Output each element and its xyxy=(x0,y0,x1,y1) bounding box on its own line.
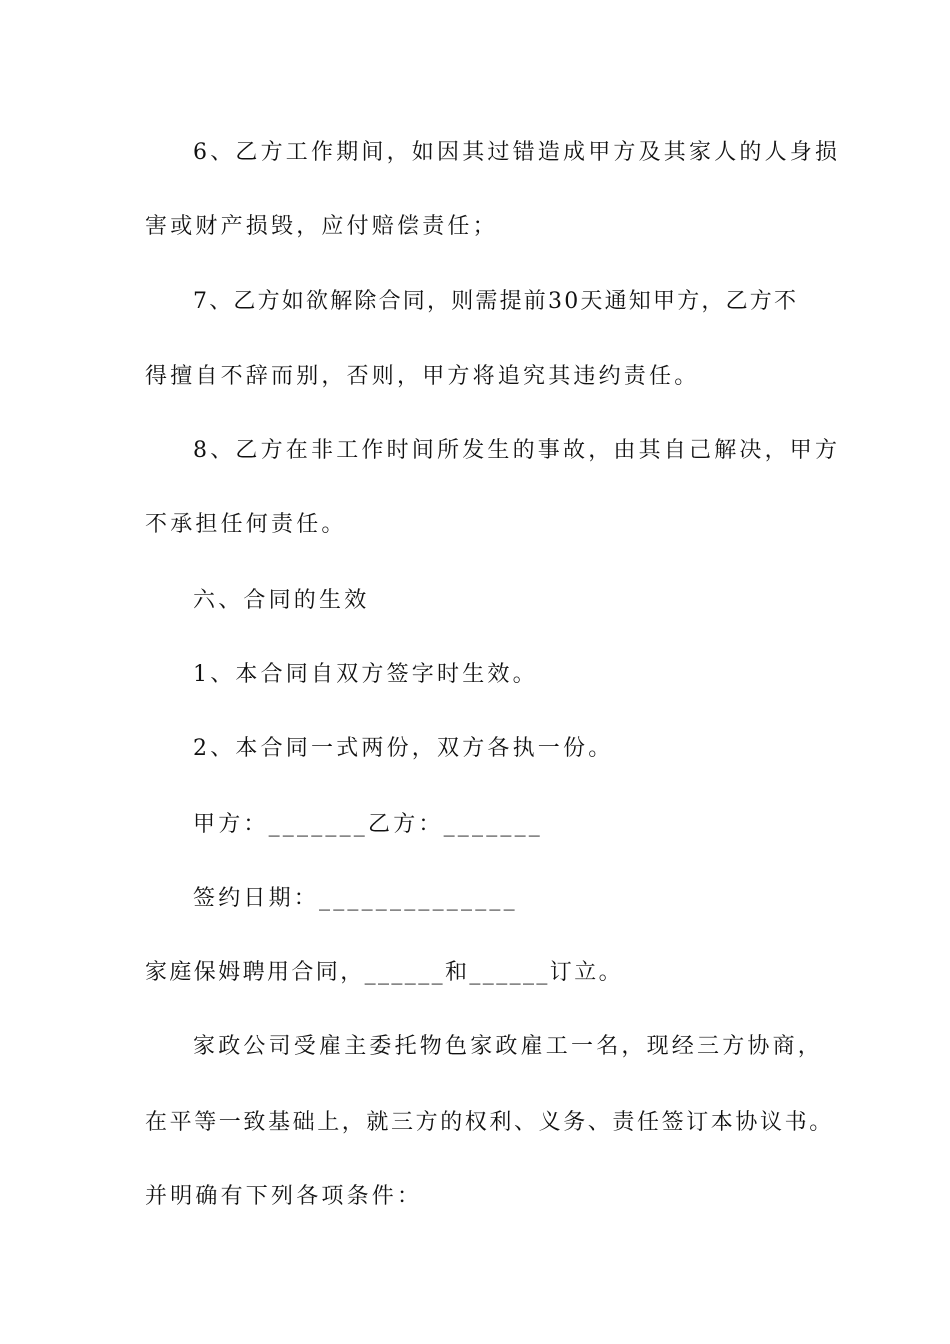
paragraph-clause-8-line-2: 不承担任何责任。 xyxy=(145,512,347,537)
paragraph-clause-7-line-2: 得擅自不辞而别，否则，甲方将追究其违约责任。 xyxy=(145,364,700,389)
section-heading-effectiveness: 六、合同的生效 xyxy=(193,588,370,613)
paragraph-preamble-line-3: 并明确有下列各项条件： xyxy=(145,1184,423,1209)
paragraph-effective-clause-1: 1、本合同自双方签字时生效。 xyxy=(193,662,538,687)
paragraph-clause-8-line-1: 8、乙方在非工作时间所发生的事故，由其自己解决，甲方 xyxy=(193,438,841,463)
signing-date-line: 签约日期：______________ xyxy=(193,886,518,911)
signature-party-line: 甲方：_______乙方：_______ xyxy=(193,812,544,837)
paragraph-clause-6-line-1: 6、乙方工作期间，如因其过错造成甲方及其家人的人身损 xyxy=(193,140,841,165)
contract-intro-line: 家庭保姆聘用合同，______和______订立。 xyxy=(145,960,624,985)
paragraph-clause-7-line-1: 7、乙方如欲解除合同，则需提前30天通知甲方，乙方不 xyxy=(193,289,799,314)
paragraph-effective-clause-2: 2、本合同一式两份，双方各执一份。 xyxy=(193,736,614,761)
paragraph-clause-6-line-2: 害或财产损毁，应付赔偿责任； xyxy=(145,214,498,239)
paragraph-preamble-line-2: 在平等一致基础上，就三方的权利、义务、责任签订本协议书。 xyxy=(145,1110,834,1135)
paragraph-preamble-line-1: 家政公司受雇主委托物色家政雇工一名，现经三方协商， xyxy=(193,1034,824,1059)
